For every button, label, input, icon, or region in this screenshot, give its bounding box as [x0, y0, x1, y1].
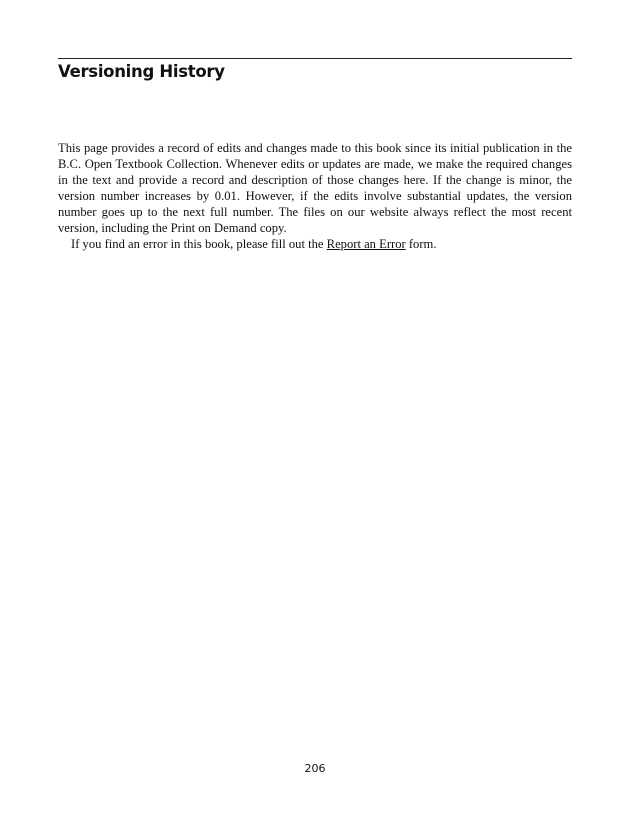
report-an-error-link[interactable]: Report an Error — [326, 237, 406, 251]
intro-paragraph: This page provides a record of edits and changes made to this book since its initial publication in the B.C. Open Textbook Collection. Whenever edits or updates are made, we make the required changes in the text and provide a record and description of those changes here. If the change is minor, the version number increases by 0.01. However, if the edits involve substantial updates, the version number goes up to the next full number. The files on our website always reflect the most recent version, including the Print on Demand copy. — [58, 141, 572, 235]
header-rule — [58, 58, 572, 59]
body-text — [58, 140, 572, 252]
error-report-prefix: If you find an error in this book, please fill out the — [71, 237, 327, 251]
error-report-suffix: form. — [405, 237, 437, 251]
error-report-paragraph — [58, 236, 572, 252]
page-number: 206 — [304, 762, 326, 775]
page-title: Versioning History — [58, 62, 225, 81]
